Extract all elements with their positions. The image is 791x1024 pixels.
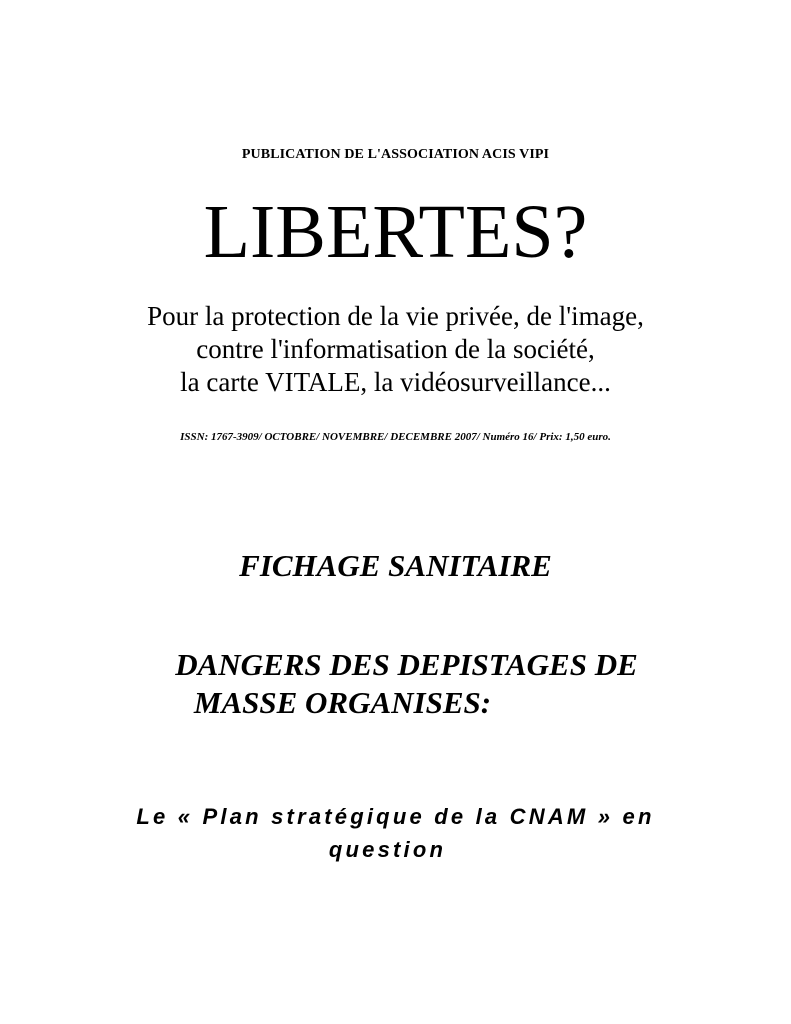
publisher-line: PUBLICATION DE L'ASSOCIATION ACIS VIPI	[241, 147, 550, 162]
headline-fichage-sanitaire: FICHAGE SANITAIRE	[239, 548, 552, 583]
subtitle-line-1: Pour la protection de la vie privée, de l'image,	[147, 301, 644, 331]
plan-line-1: Le « Plan stratégique de la CNAM » en	[136, 804, 655, 829]
masthead-title: LIBERTES?	[203, 190, 588, 274]
headline-dangers	[0, 646, 791, 722]
headline-plan-strategique	[0, 800, 791, 866]
subtitle-block	[0, 300, 791, 399]
headline-dangers-line-1: DANGERS DES DEPISTAGES DE	[175, 647, 638, 682]
issn-line: ISSN: 1767-3909/ OCTOBRE/ NOVEMBRE/ DECEMBRE 2007/ Numéro 16/ Prix: 1,50 euro.	[180, 431, 611, 443]
subtitle-line-3: la carte VITALE, la vidéosurveillance...	[180, 367, 611, 397]
headline-dangers-line-2: MASSE ORGANISES:	[193, 685, 492, 720]
plan-line-2: question	[328, 837, 447, 862]
subtitle-line-2: contre l'informatisation de la société,	[196, 334, 595, 364]
